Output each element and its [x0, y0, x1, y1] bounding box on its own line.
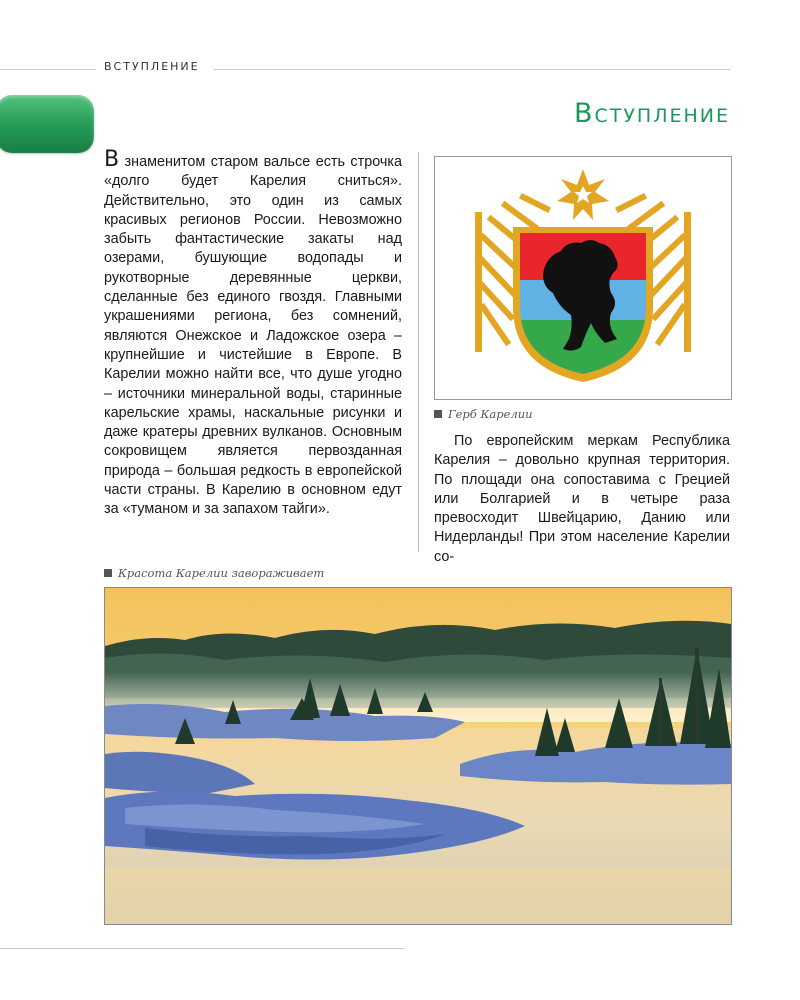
- chapter-title: Вступление: [573, 98, 730, 129]
- coat-caption-text: Герб Карелии: [448, 407, 533, 421]
- coat-of-arms-figure: [434, 156, 732, 400]
- karelia-landscape-photo: [104, 587, 732, 925]
- column-divider: [418, 152, 419, 552]
- landscape-image: [105, 588, 731, 924]
- star-icon: [557, 169, 609, 220]
- right-column-text: По европейским меркам Республика Карелия – довольно крупная территория. По площади она сопоставима с Грецией или Болгарией и в четыре раза превосходит Швейцарию, Данию или Нидерланды! При этом население Карелии со-: [434, 433, 730, 565]
- caption-square-icon: [434, 410, 442, 418]
- photo-caption-text: Красота Карелии завораживает: [118, 566, 325, 580]
- caption-square-icon: [104, 569, 112, 577]
- drop-cap: В: [104, 147, 120, 172]
- right-column: [434, 432, 730, 567]
- intro-text: знаменитом старом вальсе есть строчка «долго будет Карелия сниться». Действительно, это один из самых красивых регионов России. Невозможно забыть фантастические закаты над озерами, бушующие водопады и рукотворные деревянные церкви, сделанные без единого гвоздя. Главными украшениями региона, без сомнений, являются Онежское и Ладожское озера – крупнейшие и чистейшие в Европе. В Карелии можно найти все, что душе угодно – источники минеральной воды, старинные карельские храмы, наскальные рисунки и даже кратеры древних вулканов. Основным сокровищем является первозданная природа – большая редкость в европейской части страны. В Карелию в основном едут за «туманом и за запахом тайги».: [104, 154, 402, 518]
- intro-column: [104, 147, 402, 520]
- karelia-coat-of-arms-image: [435, 157, 731, 399]
- header-rule-left: [0, 69, 96, 70]
- chapter-tab-marker: [0, 95, 94, 153]
- running-header-label: ВСТУПЛЕНИЕ: [104, 60, 200, 73]
- running-header: [0, 60, 730, 74]
- header-rule-right: [214, 69, 730, 70]
- photo-caption: [104, 566, 324, 580]
- footer-rule: [0, 948, 404, 949]
- coat-caption: [434, 407, 533, 421]
